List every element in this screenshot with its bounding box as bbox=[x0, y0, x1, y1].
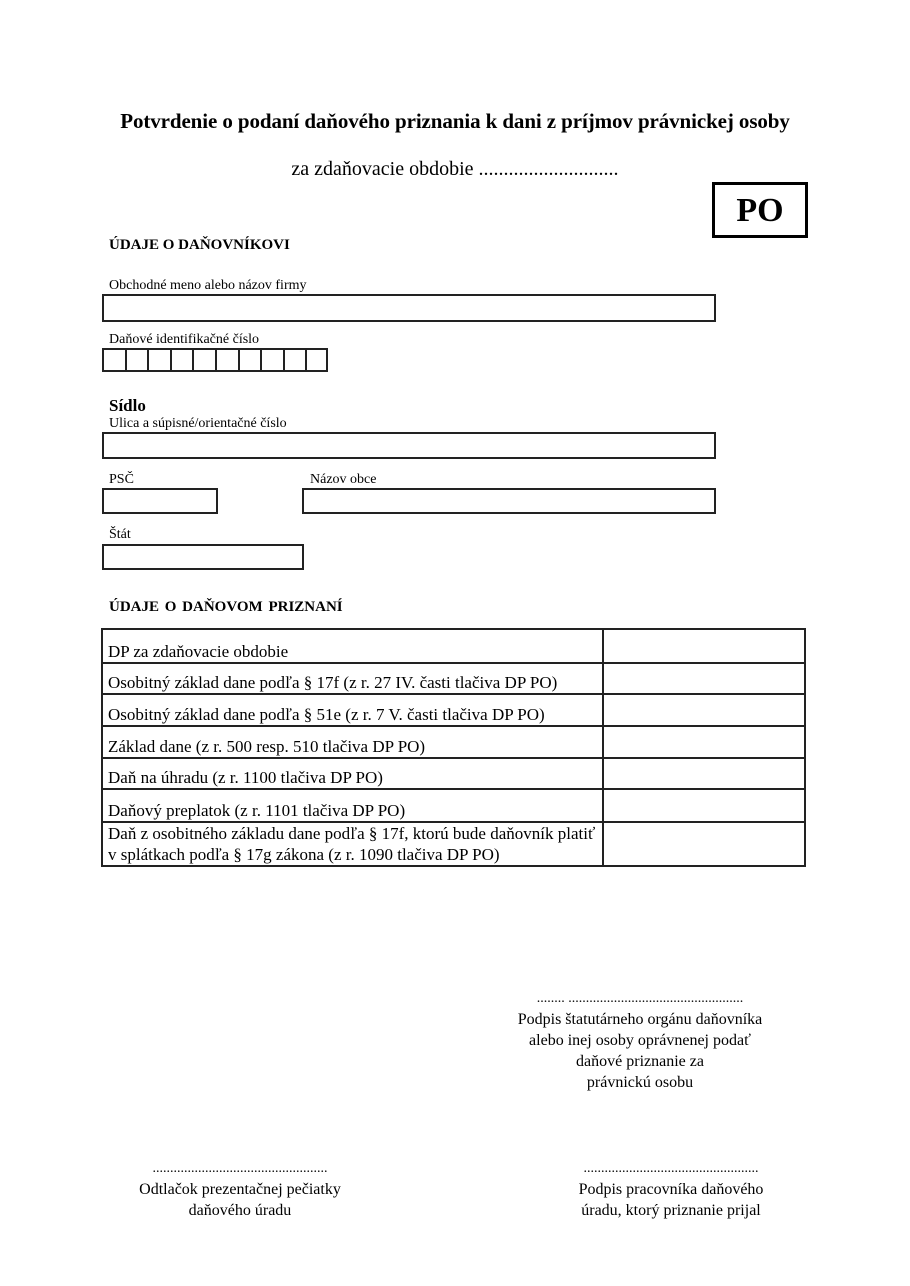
signature-line: ........ .................................................. bbox=[536, 991, 744, 1006]
row-value-field[interactable] bbox=[603, 663, 805, 694]
signature-line: .................................................. bbox=[583, 1161, 759, 1176]
officer-signature-block bbox=[540, 1158, 802, 1221]
state-field[interactable] bbox=[102, 544, 304, 570]
dic-digit-box[interactable] bbox=[125, 348, 148, 372]
row-value-field[interactable] bbox=[603, 758, 805, 789]
stamp-caption-line: Odtlačok prezentačnej pečiatky bbox=[139, 1181, 341, 1198]
signature-caption-line: úradu, ktorý priznanie prijal bbox=[581, 1202, 761, 1219]
city-label: Názov obce bbox=[310, 472, 377, 487]
signature-caption-line: právnickú osobu bbox=[586, 1074, 694, 1091]
signature-caption-line: Podpis štatutárneho orgánu daňovníka bbox=[517, 1011, 763, 1028]
dic-label: Daňové identifikačné číslo bbox=[109, 332, 260, 347]
dic-digit-box[interactable] bbox=[192, 348, 215, 372]
tax-period-label: za zdaňovacie obdobie ............................ bbox=[291, 158, 619, 180]
signature-caption-line: daňové priznanie za bbox=[576, 1053, 704, 1070]
row-label: DP za zdaňovacie obdobie bbox=[102, 629, 603, 663]
dic-digit-box[interactable] bbox=[147, 348, 170, 372]
tax-return-section-title: ÚDAJE O DAŇOVOM PRIZNANÍ bbox=[109, 599, 343, 615]
row-label: Osobitný základ dane podľa § 17f (z r. 27 IV. časti tlačiva DP PO) bbox=[102, 663, 603, 694]
psc-field[interactable] bbox=[102, 488, 218, 514]
table-row bbox=[102, 822, 805, 866]
company-name-field[interactable] bbox=[102, 294, 716, 322]
office-stamp-block bbox=[110, 1158, 370, 1221]
dic-digit-box[interactable] bbox=[170, 348, 193, 372]
dic-digit-box[interactable] bbox=[260, 348, 283, 372]
row-value-field[interactable] bbox=[603, 822, 805, 866]
signature-caption-line: Podpis pracovníka daňového bbox=[578, 1181, 764, 1198]
tax-return-table bbox=[101, 628, 806, 867]
row-value-field[interactable] bbox=[603, 726, 805, 758]
row-label: Osobitný základ dane podľa § 51e (z r. 7 V. časti tlačiva DP PO) bbox=[102, 694, 603, 726]
taxpayer-signature-block bbox=[490, 988, 790, 1093]
dic-digit-box[interactable] bbox=[215, 348, 238, 372]
table-row bbox=[102, 726, 805, 758]
stamp-caption-line: daňového úradu bbox=[188, 1202, 292, 1219]
dic-digit-box[interactable] bbox=[305, 348, 328, 372]
row-value-field[interactable] bbox=[603, 789, 805, 822]
dic-digit-box[interactable] bbox=[102, 348, 125, 372]
signature-caption-line: alebo inej osoby oprávnenej podať bbox=[529, 1032, 751, 1049]
row-label: Základ dane (z r. 500 resp. 510 tlačiva DP PO) bbox=[102, 726, 603, 758]
row-label: Daňový preplatok (z r. 1101 tlačiva DP PO) bbox=[102, 789, 603, 822]
table-row bbox=[102, 694, 805, 726]
document-title: Potvrdenie o podaní daňového priznania k dani z príjmov právnickej osoby bbox=[120, 109, 790, 133]
psc-label: PSČ bbox=[109, 472, 134, 487]
table-row bbox=[102, 789, 805, 822]
form-code-badge: PO bbox=[712, 182, 808, 238]
seat-heading: Sídlo bbox=[109, 396, 146, 415]
street-label: Ulica a súpisné/orientačné číslo bbox=[109, 416, 287, 431]
table-row bbox=[102, 758, 805, 789]
street-field[interactable] bbox=[102, 432, 716, 459]
company-name-label: Obchodné meno alebo názov firmy bbox=[109, 278, 307, 293]
city-field[interactable] bbox=[302, 488, 716, 514]
dic-digit-box[interactable] bbox=[238, 348, 261, 372]
dic-digit-box[interactable] bbox=[283, 348, 306, 372]
row-label: Daň z osobitného základu dane podľa § 17f, ktorú bude daňovník platiť v splátkach podľa § 17g zákona (z r. 1090 tlačiva DP PO) bbox=[102, 822, 603, 866]
row-value-field[interactable] bbox=[603, 694, 805, 726]
table-row bbox=[102, 663, 805, 694]
table-row bbox=[102, 629, 805, 663]
taxpayer-section-title: ÚDAJE O DAŇOVNÍKOVI bbox=[109, 237, 290, 253]
stamp-line: .................................................. bbox=[152, 1161, 328, 1176]
row-value-field[interactable] bbox=[603, 629, 805, 663]
state-label: Štát bbox=[109, 527, 131, 542]
row-label: Daň na úhradu (z r. 1100 tlačiva DP PO) bbox=[102, 758, 603, 789]
dic-field bbox=[102, 348, 328, 372]
